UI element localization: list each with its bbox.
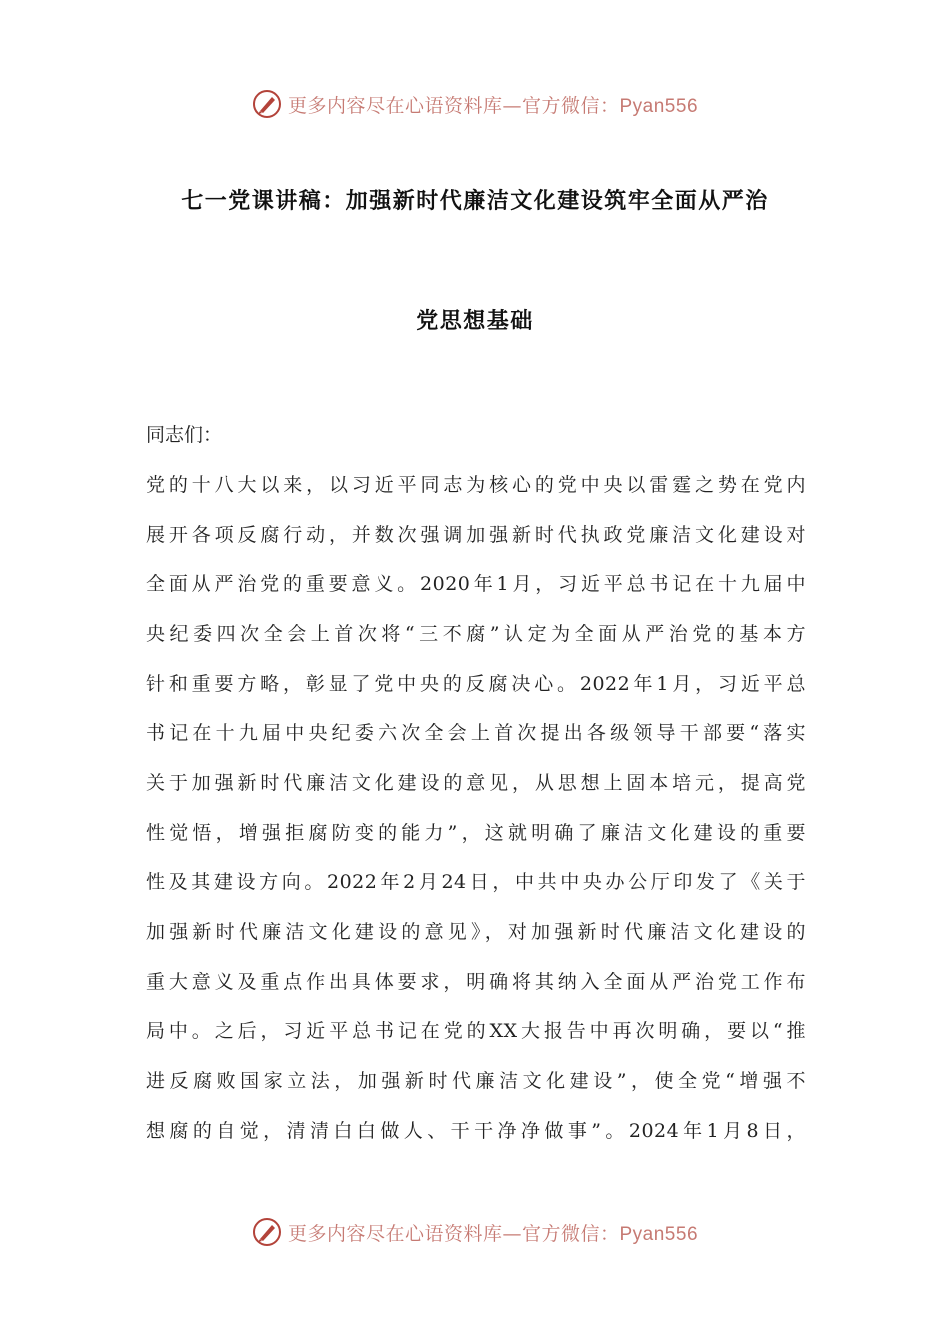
banner-text: 更多内容尽在心语资料库—官方微信：Pyan556 [287, 1222, 699, 1245]
pen-nib-logo-icon [252, 89, 282, 119]
body-line: 性觉悟，增强拒腐防变的能力”，这就明确了廉洁文化建设的重要 [146, 822, 806, 844]
body-line: 重大意义及重点作出具体要求，明确将其纳入全面从严治党工作布 [146, 971, 806, 993]
page-title-line-2: 党思想基础 [416, 309, 534, 334]
banner-text: 更多内容尽在心语资料库—官方微信：Pyan556 [287, 94, 699, 117]
body-line: 关于加强新时代廉洁文化建设的意见，从思想上固本培元，提高党 [146, 772, 806, 794]
body-line: 性及其建设方向。2022年2月24日，中共中央办公厅印发了《关于 [146, 871, 806, 893]
pen-nib-logo-icon [252, 1217, 282, 1247]
body-line: 进反腐败国家立法，加强新时代廉洁文化建设”，使全党“增强不 [146, 1070, 806, 1092]
body-line: 党的十八大以来，以习近平同志为核心的党中央以雷霆之势在党内 [146, 474, 806, 496]
footer-banner [0, 1212, 950, 1252]
header-banner [0, 84, 950, 124]
wechat-id: Pyan556 [619, 1223, 699, 1245]
body-line: 央纪委四次全会上首次将“三不腐”认定为全面从严治党的基本方 [146, 623, 806, 645]
body-line: 全面从严治党的重要意义。2020年1月，习近平总书记在十九届中 [146, 573, 806, 595]
greeting: 同志们： [146, 424, 223, 446]
wechat-id: Pyan556 [619, 95, 699, 117]
body-line: 想腐的自觉，清清白白做人、干干净净做事”。2024年1月8日， [146, 1120, 806, 1142]
body-line: 针和重要方略，彰显了党中央的反腐决心。2022年1月，习近平总 [146, 673, 806, 695]
page-title-line-1: 七一党课讲稿：加强新时代廉洁文化建设筑牢全面从严治 [181, 189, 769, 214]
body-line: 书记在十九届中央纪委六次全会上首次提出各级领导干部要“落实 [146, 722, 806, 744]
body-line: 展开各项反腐行动，并数次强调加强新时代执政党廉洁文化建设对 [146, 524, 806, 546]
body-line: 加强新时代廉洁文化建设的意见》，对加强新时代廉洁文化建设的 [146, 921, 806, 943]
body-line: 局中。之后，习近平总书记在党的XX大报告中再次明确，要以“推 [146, 1020, 806, 1042]
